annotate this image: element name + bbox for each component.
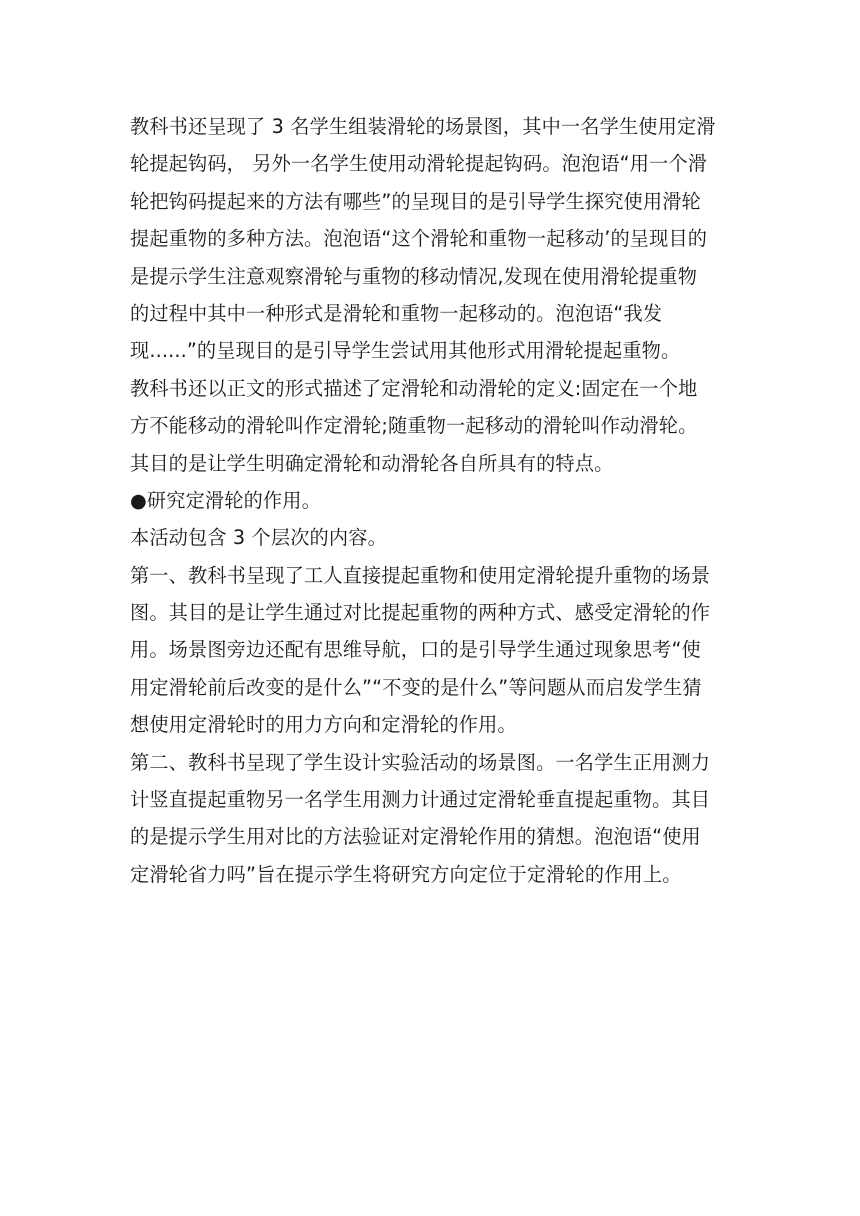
- text-line: 用。场景图旁边还配有思维导航，口的是引导学生通过现象思考“使: [130, 638, 701, 662]
- text-line: 本活动包含 3 个层次的内容。: [130, 526, 387, 550]
- text-line: 想使用定滑轮时的用力方向和定滑轮的作用。: [130, 713, 517, 737]
- text-line: 是提示学生注意观察滑轮与重物的移动情况,发现在使用滑轮提重物: [130, 264, 698, 288]
- text-line: 其目的是让学生明确定滑轮和动滑轮各自所具有的特点。: [130, 451, 614, 475]
- text-line: 的是提示学生用对比的方法验证对定滑轮作用的猜想。泡泡语“使用: [130, 825, 701, 849]
- text-line: 的过程中其中一种形式是滑轮和重物一起移动的。泡泡语“我发: [130, 301, 663, 325]
- document-body: [130, 108, 730, 893]
- text-line: 用定滑轮前后改变的是什么”“不变的是什么”等问题从而启发学生猜: [130, 675, 702, 699]
- text-line: 定滑轮省力吗”旨在提示学生将研究方向定位于定滑轮的作用上。: [130, 862, 682, 886]
- text-line: 图。其目的是让学生通过对比提起重物的两种方式、感受定滑轮的作: [130, 601, 711, 625]
- text-line: 轮提起钩码， 另外一名学生使用动滑轮提起钩码。泡泡语“用一个滑: [130, 152, 708, 176]
- text-line: 第二、教科书呈现了学生设计实验活动的场景图。一名学生正用测力: [130, 750, 711, 774]
- text-line: 第一、教科书呈现了工人直接提起重物和使用定滑轮提升重物的场景: [130, 563, 711, 587]
- section-heading: ●研究定滑轮的作用。: [130, 488, 321, 512]
- text-line: 现......”的呈现目的是引导学生尝试用其他形式用滑轮提起重物。: [130, 339, 681, 363]
- text-line: 方不能移动的滑轮叫作定滑轮;随重物一起移动的滑轮叫作动滑轮。: [130, 414, 698, 438]
- text-line: 教科书还呈现了 3 名学生组装滑轮的场景图，其中一名学生使用定滑: [130, 115, 716, 138]
- text-line: 计竖直提起重物另一名学生用测力计通过定滑轮垂直提起重物。其目: [130, 788, 711, 812]
- text-line: 提起重物的多种方法。泡泡语“这个滑轮和重物一起移动’的呈现目的: [130, 227, 708, 251]
- text-line: 教科书还以正文的形式描述了定滑轮和动滑轮的定义:固定在一个地: [130, 376, 698, 400]
- text-line: 轮把钩码提起来的方法有哪些”的呈现目的是引导学生探究使用滑轮: [130, 189, 701, 213]
